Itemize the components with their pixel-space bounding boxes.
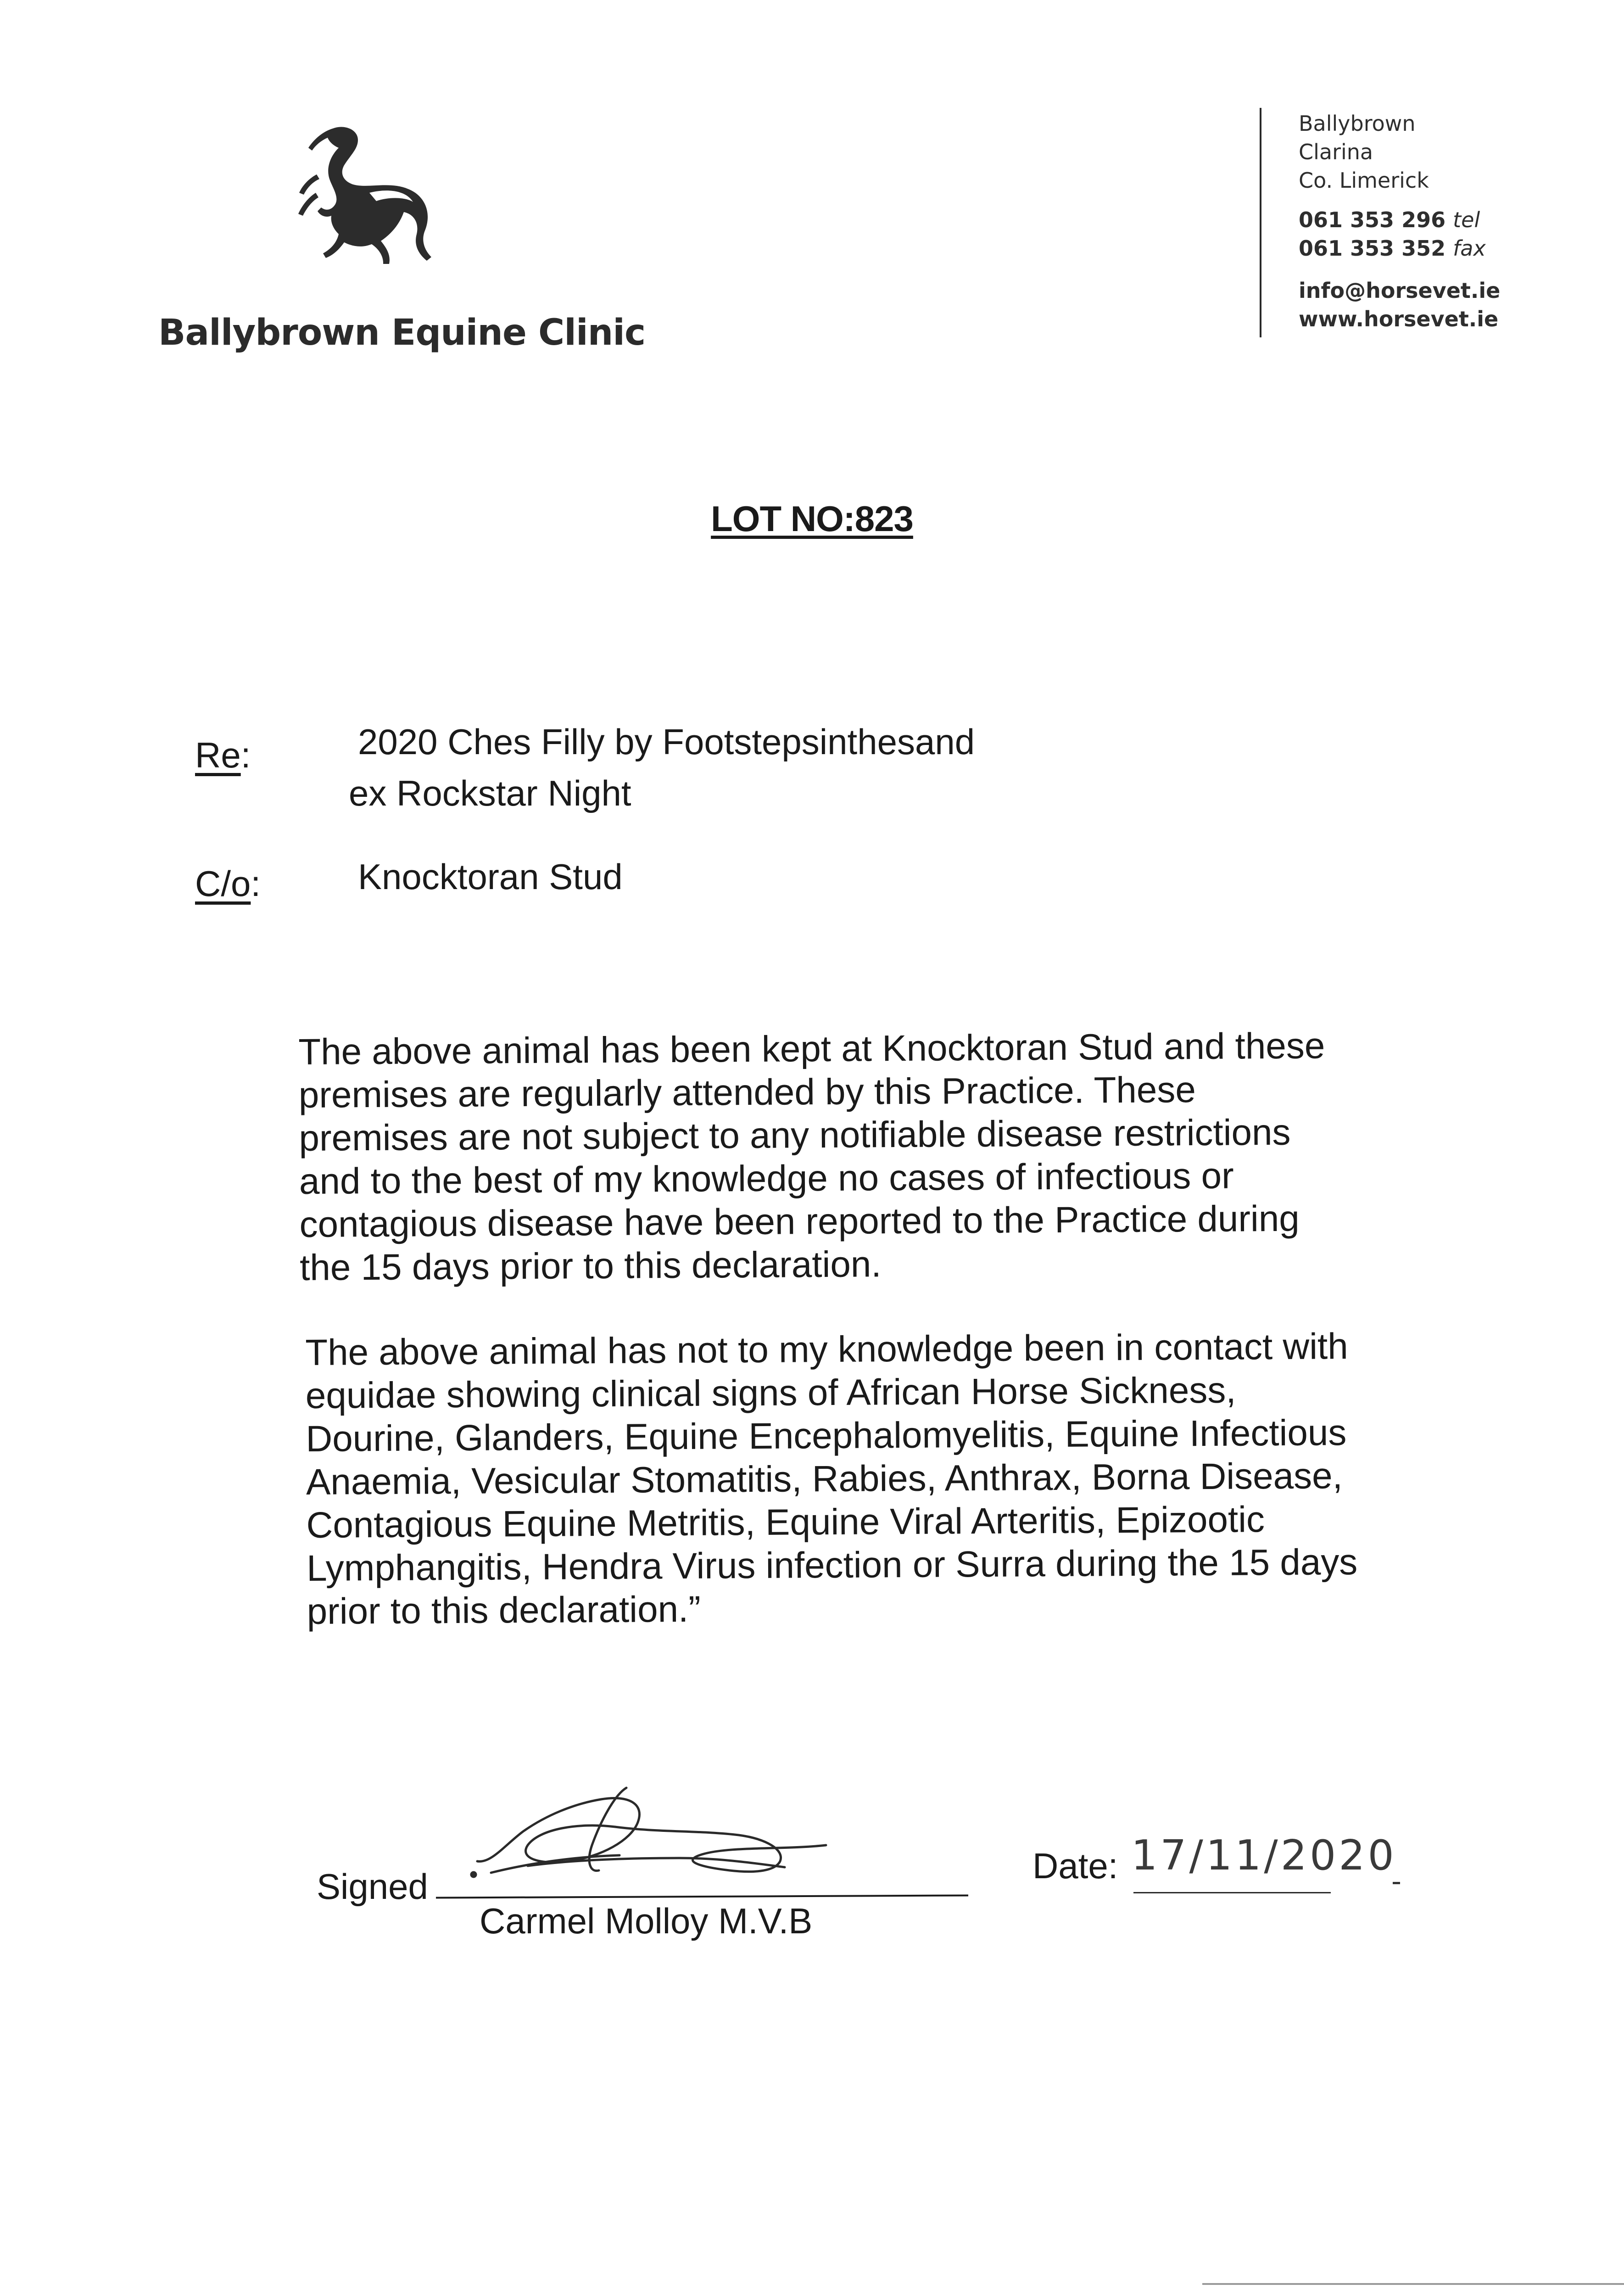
re-subject bbox=[349, 716, 975, 819]
telephone-number: 061 353 296 bbox=[1299, 207, 1446, 232]
declaration-paragraph-1: The above animal has been kept at Knocktoran Stud and these premises are regularly attended by this Practice. These premises are not subject to any notifiable disease restrictions and to the best of my knowledge no cases of infectious or contagious disease have been reported to the Practice during the 15 days prior to this declaration. bbox=[298, 1025, 1325, 1288]
date-line bbox=[1133, 1892, 1331, 1893]
fax-number: 061 353 352 bbox=[1299, 236, 1446, 261]
lot-number-heading: LOT NO:823 bbox=[711, 498, 913, 539]
clinic-name: Ballybrown Equine Clinic bbox=[158, 312, 646, 353]
signer-name: Carmel Molloy M.V.B bbox=[480, 1901, 813, 1941]
re-label: Re: bbox=[195, 735, 251, 775]
clinic-horse-logo bbox=[289, 124, 463, 271]
signed-label: Signed bbox=[317, 1866, 428, 1907]
declaration-paragraph-2: The above animal has not to my knowledge been in contact with equidae showing clinical signs of African Horse Sickness, Dourine, Glanders, Equine Encephalomyelitis, Equine Infectious Anaemia, Vesicular Stomatitis, Rabies, Anthrax, Borna Disease, Contagious Equine Metritis, Equine Viral Arteritis, Epizootic Lymphangitis, Hendra Virus infection or Surra during the 15 days prior to this declaration.” bbox=[305, 1326, 1358, 1632]
fax-label: fax bbox=[1453, 236, 1486, 261]
re-label-text: Re bbox=[195, 735, 241, 775]
telephone bbox=[1299, 206, 1500, 234]
address-line: Ballybrown bbox=[1299, 111, 1416, 136]
date-label: Date: bbox=[1032, 1846, 1118, 1886]
re-subject-line: ex Rockstar Night bbox=[349, 773, 631, 813]
co-label: C/o: bbox=[195, 863, 261, 904]
address-line: Clarina bbox=[1299, 140, 1373, 164]
letterhead-divider bbox=[1260, 108, 1261, 337]
co-value: Knocktoran Stud bbox=[358, 856, 623, 897]
email-link[interactable]: info@horsevet.ie bbox=[1299, 278, 1501, 303]
telephone-label: tel bbox=[1453, 207, 1480, 232]
re-subject-line: 2020 Ches Filly by Footstepsinthesand bbox=[358, 722, 975, 762]
fax bbox=[1299, 234, 1500, 263]
website-link[interactable]: www.horsevet.ie bbox=[1299, 307, 1499, 331]
clinic-contact-block bbox=[1299, 109, 1500, 333]
date-dash bbox=[1393, 1882, 1400, 1884]
address-line: Co. Limerick bbox=[1299, 168, 1429, 193]
handwritten-date: 17/11/2020 bbox=[1131, 1831, 1397, 1880]
co-label-text: C/o bbox=[195, 863, 251, 904]
scan-edge-line bbox=[1202, 2283, 1624, 2285]
